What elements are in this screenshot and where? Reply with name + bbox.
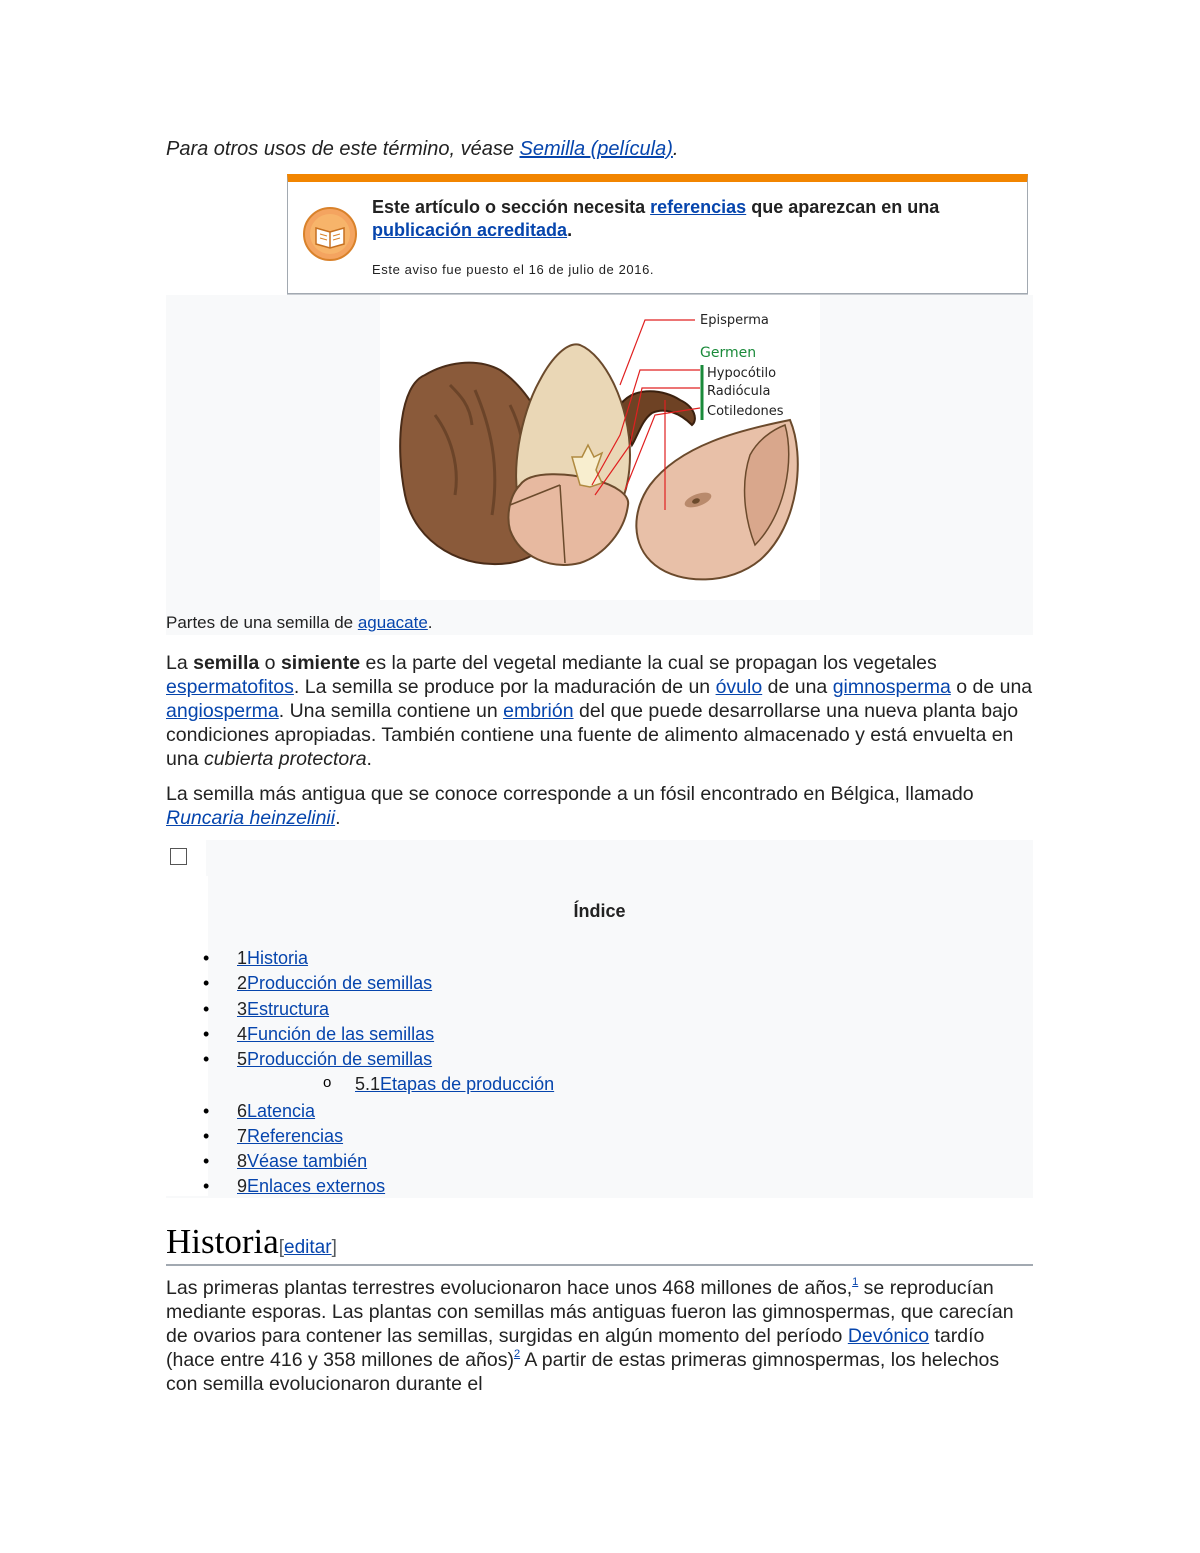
toc-item-historia[interactable]: • 1Historia xyxy=(203,948,309,968)
reference-1[interactable]: 1 xyxy=(852,1276,859,1288)
label-radicula: Radiócula xyxy=(707,384,771,399)
section-heading-historia: Historia[editar] xyxy=(166,1222,1033,1266)
reference-2[interactable]: 2 xyxy=(513,1348,521,1360)
table-of-contents xyxy=(166,840,1033,1198)
historia-paragraph: Las primeras plantas terrestres evolucionaron hace unos 468 millones de años,$^1$ se reproducían mediante esporas. Las plantas con semillas más antiguas fueron las gimnospermas, que carecían de ovarios para contener las semillas, surgidas en algún momento del período Devónico tardío (hace entre 416 y 358 millones de años)$^2$ A partir de estas primeras gimnospermas, los helechos con semilla evolucionaron durante el xyxy=(166,1276,1014,1395)
avocado-seed-illustration xyxy=(380,295,820,600)
hatnote xyxy=(166,138,678,161)
publicacion-acreditada-link[interactable]: publicación acreditada xyxy=(372,220,568,240)
notice-date: Este aviso fue puesto el 16 de julio de 2016. xyxy=(372,262,655,277)
toc-item-enlaces[interactable]: • 9Enlaces externos xyxy=(203,1176,386,1196)
gimnosperma-link[interactable]: gimnosperma xyxy=(832,676,951,698)
seed-figure xyxy=(166,295,1033,635)
toc-item-latencia[interactable]: • 6Latencia xyxy=(203,1101,316,1121)
intro-paragraph-2: La semilla más antigua que se conoce corresponde a un fósil encontrado en Bélgica, llamado Runcaria heinzelinii. xyxy=(166,783,974,829)
toc-item-etapas[interactable]: o 5.1Etapas de producción xyxy=(323,1074,555,1094)
toc-item-referencias[interactable]: • 7Referencias xyxy=(203,1126,344,1146)
espermatofitos-link[interactable]: espermatofitos xyxy=(166,676,294,698)
toc-title: Índice xyxy=(573,901,626,921)
toc-item-vease[interactable]: • 8Véase también xyxy=(203,1151,368,1171)
devonico-link[interactable]: Devónico xyxy=(847,1325,930,1347)
notice-text: Este artículo o sección necesita referencias que aparezcan en una publicación acreditada. xyxy=(372,197,940,240)
label-germen: Germen xyxy=(700,345,757,361)
ovulo-link[interactable]: óvulo xyxy=(715,676,763,698)
book-icon xyxy=(302,206,358,262)
references-notice xyxy=(287,174,1028,294)
hatnote-suffix: . xyxy=(672,138,679,160)
hatnote-prefix: Para otros usos de este término, véase xyxy=(166,138,520,160)
label-hypocotilo: Hypocótilo xyxy=(707,366,777,381)
aguacate-link[interactable]: aguacate xyxy=(357,613,428,632)
runcaria-link[interactable]: Runcaria heinzelinii xyxy=(166,807,336,829)
figure-caption: Partes de una semilla de aguacate. xyxy=(166,613,433,632)
angiosperma-link[interactable]: angiosperma xyxy=(166,700,279,722)
edit-section: [editar] xyxy=(278,1237,337,1258)
toc-item-produccion[interactable]: • 2Producción de semillas xyxy=(203,973,433,993)
embrion-link[interactable]: embrión xyxy=(503,700,574,722)
toc-item-funcion[interactable]: • 4Función de las semillas xyxy=(203,1024,435,1044)
edit-link[interactable]: editar xyxy=(284,1237,332,1258)
label-episperma: Episperma xyxy=(700,313,769,328)
toc-toggle-checkbox[interactable] xyxy=(170,848,187,865)
intro-paragraph-1: La semilla o simiente es la parte del vegetal mediante la cual se propagan los vegetales espermatofitos. La semilla se produce por la maduración de un óvulo de una gimnosperma o de una angiosperma. Una semilla contiene un embrión del que puede desarrollarse una nueva planta bajo condiciones apropiadas. También contiene una fuente de alimento almacenado y está envuelta en una cubierta protectora. xyxy=(166,652,1033,770)
hatnote-link[interactable]: Semilla (película) xyxy=(519,138,673,160)
label-cotiledones: Cotiledones xyxy=(707,404,784,419)
toc-item-estructura[interactable]: • 3Estructura xyxy=(203,999,330,1019)
referencias-link[interactable]: referencias xyxy=(650,197,747,217)
avocado-seed-diagram[interactable] xyxy=(380,295,820,600)
toc-item-produccion-2[interactable]: • 5Producción de semillas xyxy=(203,1049,433,1069)
